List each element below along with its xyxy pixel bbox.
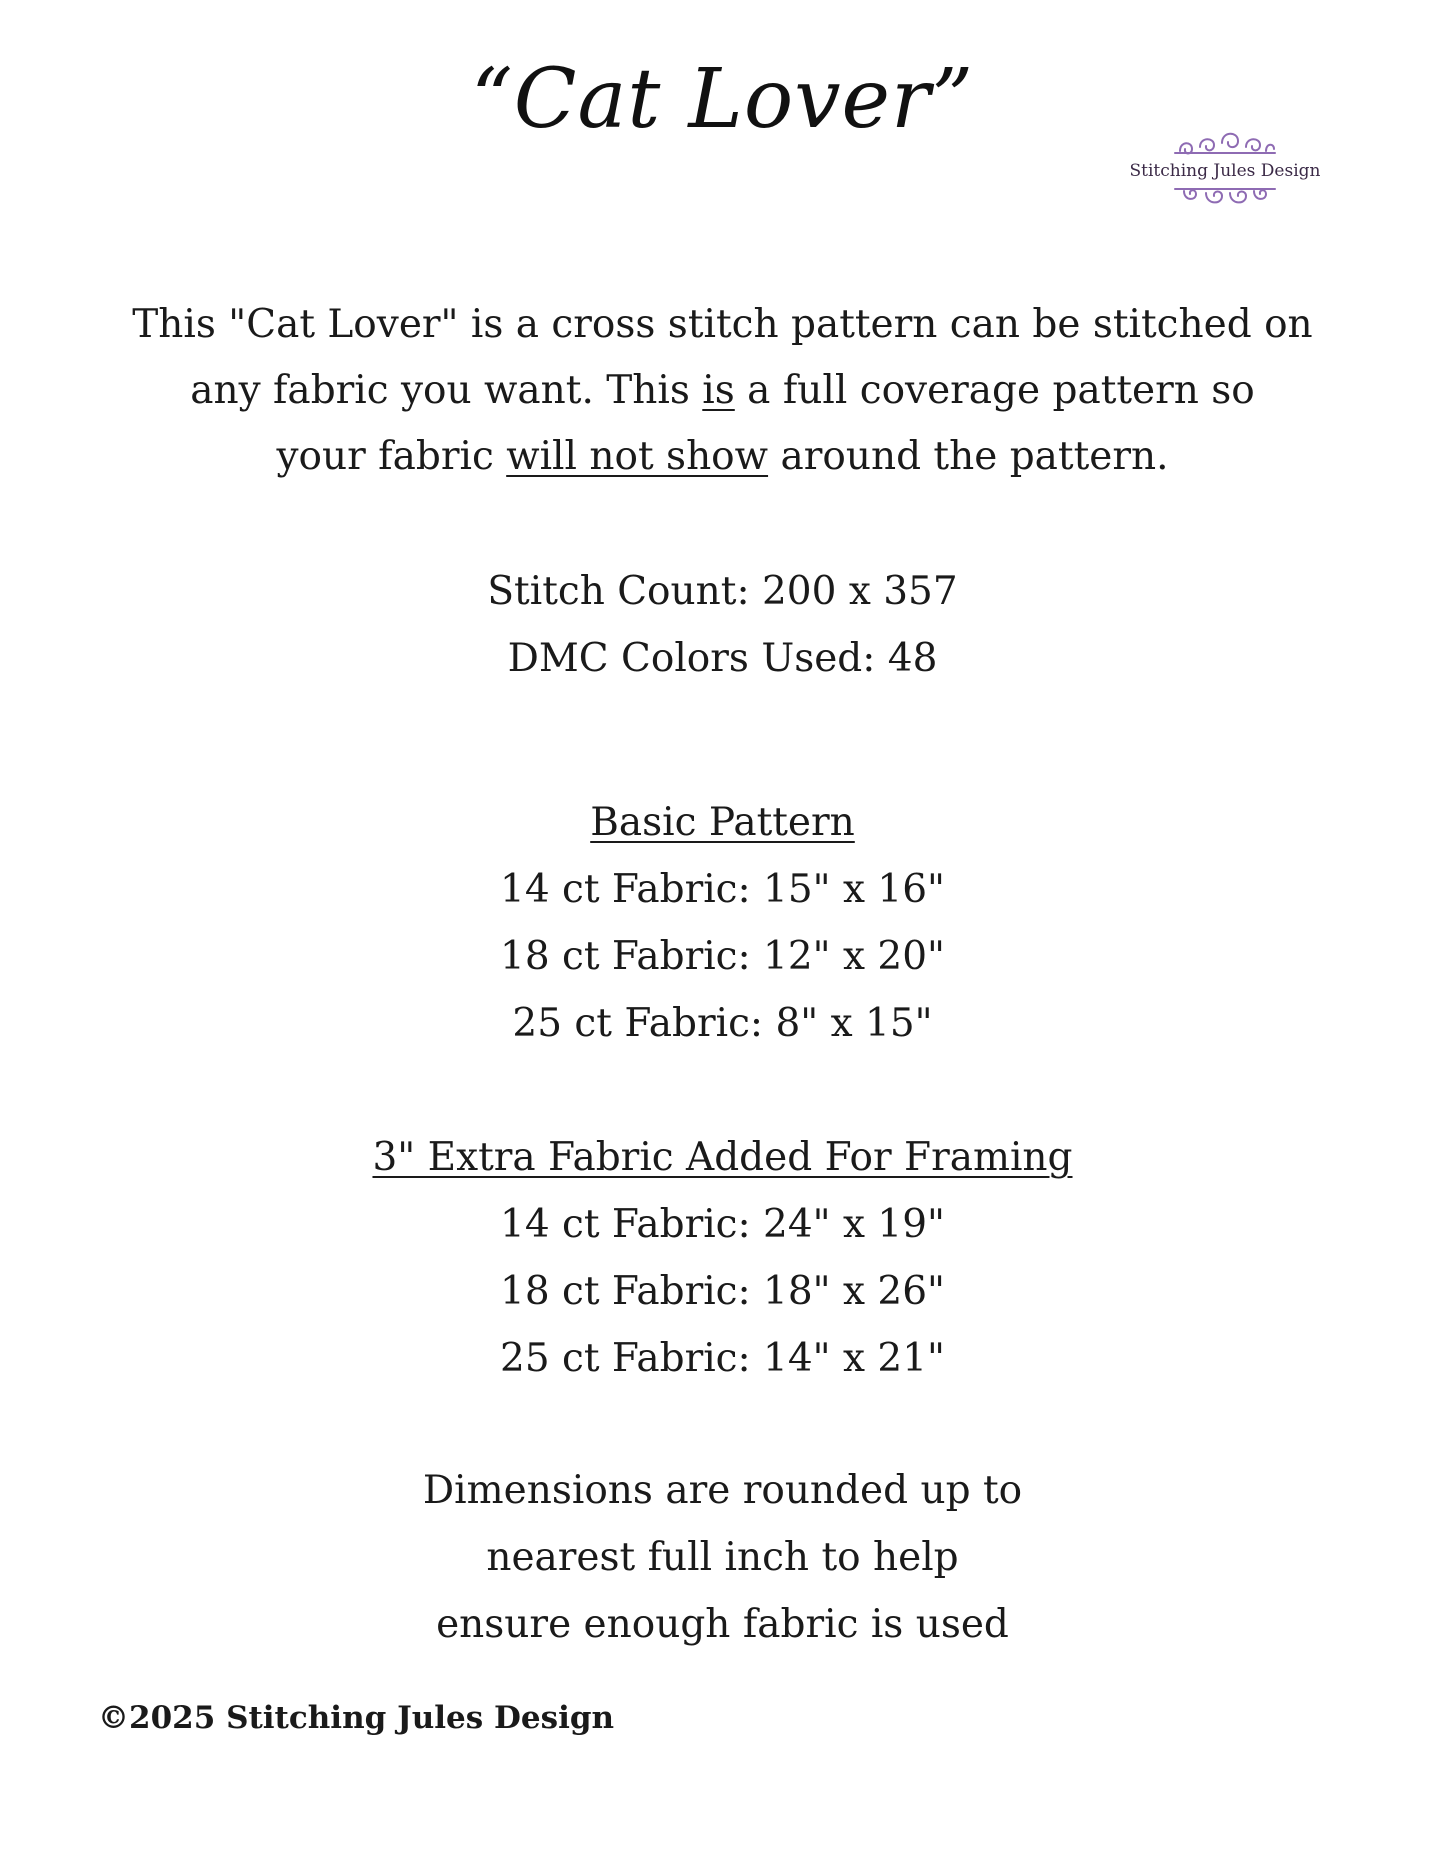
pattern-stats — [0, 558, 1445, 692]
flourish-bottom-icon — [1170, 183, 1280, 217]
dimensions-note — [0, 1457, 1445, 1658]
basic-size-14ct: 14 ct Fabric: 15" x 16" — [500, 867, 945, 912]
flourish-top-icon — [1170, 125, 1280, 159]
note-line-1: Dimensions are rounded up to — [422, 1468, 1023, 1513]
framing-size-18ct: 18 ct Fabric: 18" x 26" — [500, 1269, 945, 1314]
basic-pattern-section — [0, 789, 1445, 1057]
note-line-3: ensure enough fabric is used — [436, 1602, 1009, 1647]
framing-heading: 3" Extra Fabric Added For Framing — [372, 1135, 1073, 1180]
framing-size-25ct: 25 ct Fabric: 14" x 21" — [500, 1336, 945, 1381]
note-line-2: nearest full inch to help — [486, 1535, 959, 1580]
brand-logo — [1125, 125, 1325, 245]
intro-line-3 — [0, 424, 1445, 490]
intro-line-2 — [0, 358, 1445, 424]
intro-line-2-start: any fabric you want. This — [190, 368, 703, 413]
intro-emphasis-is: is — [702, 368, 735, 413]
intro-line-1: This "Cat Lover" is a cross stitch pattern can be stitched on — [132, 302, 1313, 347]
intro-line-3-end: around the pattern. — [768, 434, 1169, 479]
copyright-notice: ©2025 Stitching Jules Design — [98, 1700, 615, 1736]
basic-size-18ct: 18 ct Fabric: 12" x 20" — [500, 934, 945, 979]
intro-emphasis-will-not-show: will not show — [506, 434, 769, 479]
page-title: “Cat Lover” — [470, 52, 975, 147]
stitch-count: Stitch Count: 200 x 357 — [487, 569, 958, 614]
basic-pattern-heading: Basic Pattern — [590, 800, 855, 845]
intro-line-2-end: a full coverage pattern so — [734, 368, 1255, 413]
intro-line-3-start: your fabric — [276, 434, 507, 479]
framing-size-14ct: 14 ct Fabric: 24" x 19" — [500, 1202, 945, 1247]
dmc-colors: DMC Colors Used: 48 — [507, 636, 938, 681]
intro-paragraph — [0, 292, 1445, 490]
logo-text: Stitching Jules Design — [1129, 161, 1321, 181]
framing-section — [0, 1124, 1445, 1392]
basic-size-25ct: 25 ct Fabric: 8" x 15" — [512, 1001, 933, 1046]
